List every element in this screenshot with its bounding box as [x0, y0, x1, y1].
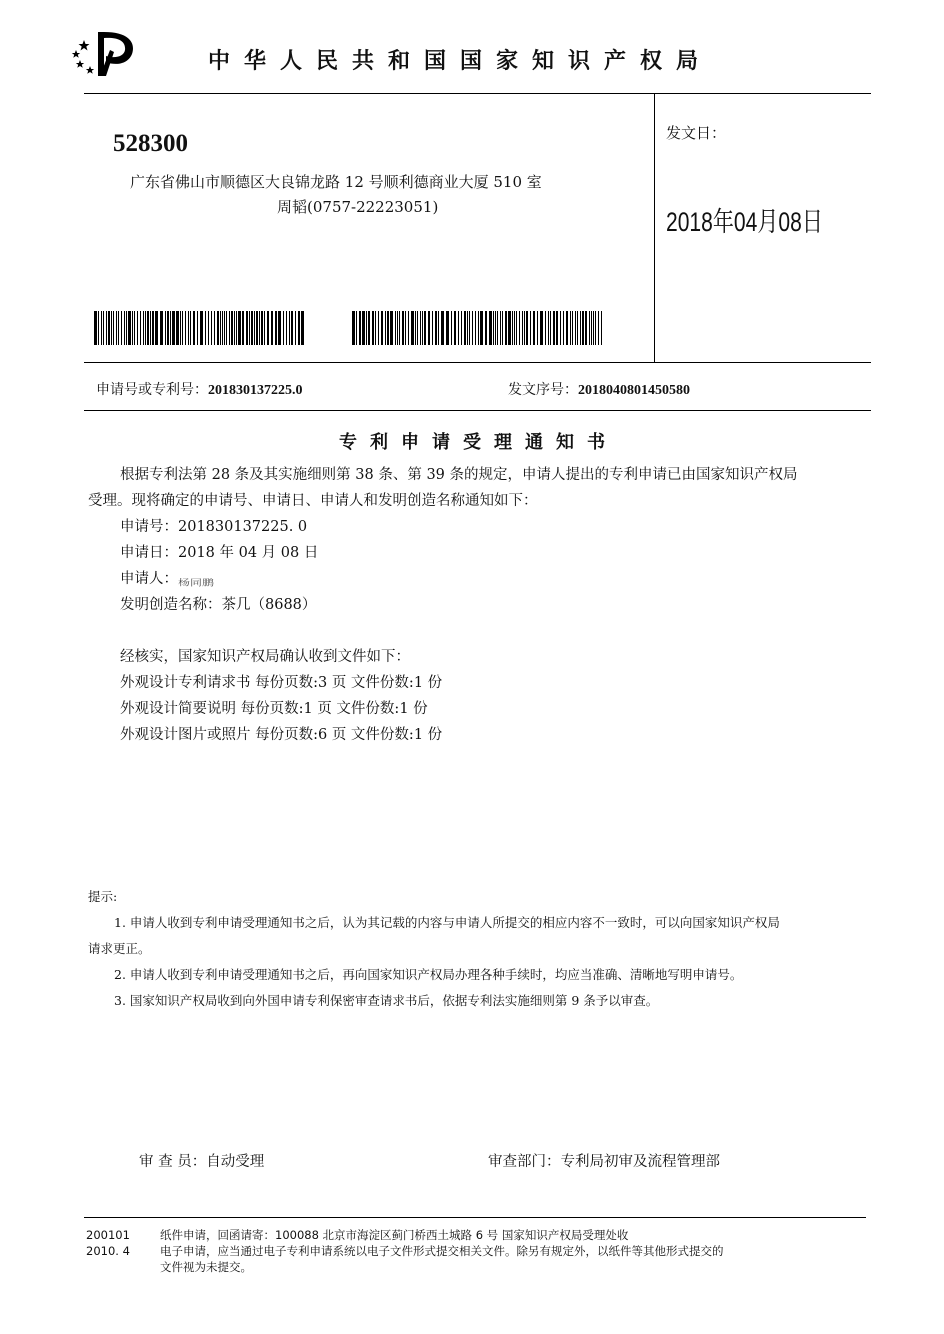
form-version: 2010. 4	[86, 1244, 130, 1258]
barcode-bar	[200, 311, 203, 345]
barcode-bar	[152, 311, 154, 345]
barcode-bar	[278, 311, 281, 345]
electronic-submission-note-cont: 文件视为未提交。	[160, 1260, 252, 1274]
barcode-bar	[424, 311, 426, 345]
barcode-bar	[387, 311, 389, 345]
barcode-bar	[548, 311, 549, 345]
cnipa-logo-icon	[70, 28, 142, 80]
barcode-bar	[577, 311, 578, 345]
barcode-bar	[438, 311, 439, 345]
barcode-bar	[160, 311, 163, 345]
barcode-bar	[366, 311, 367, 345]
barcode-bar	[234, 311, 235, 345]
barcode-bar	[359, 311, 361, 345]
barcode-bar	[428, 311, 430, 345]
barcode-bar	[508, 311, 511, 345]
barcode-bar	[254, 311, 255, 345]
barcode-bar	[111, 311, 112, 345]
barcode-bar	[408, 311, 409, 345]
postcode: 528300	[113, 130, 188, 157]
barcode-bar	[489, 311, 492, 345]
barcode-bar	[256, 311, 258, 345]
department	[488, 1150, 720, 1171]
barcode-bar	[170, 311, 171, 345]
barcode-bar	[150, 311, 151, 345]
barcode-bar	[519, 311, 520, 345]
barcode-bar	[352, 311, 355, 345]
barcode-bar	[435, 311, 437, 345]
barcode-bar	[113, 311, 114, 345]
barcode-bar	[103, 311, 104, 345]
barcode-bar	[236, 311, 237, 345]
barcode-bar	[140, 311, 141, 345]
application-number: 201830137225.0	[208, 383, 303, 398]
barcode-bar	[291, 311, 293, 345]
barcode-bar	[224, 311, 225, 345]
barcode-bar	[132, 311, 133, 345]
barcode-bar	[570, 311, 571, 345]
intro-line-2: 受理。现将确定的申请号、申请日、申请人和发明创造名称通知如下：	[88, 493, 538, 509]
barcode-bar	[598, 311, 599, 345]
barcode-bar	[128, 311, 131, 345]
application-number-label: 申请号或专利号：	[96, 382, 208, 398]
barcode-bar	[124, 311, 125, 345]
barcode-bar	[395, 311, 396, 345]
barcode-bar	[505, 311, 507, 345]
department-value: 专利局初审及流程管理部	[560, 1154, 720, 1170]
serial-number: 2018040801450580	[578, 383, 690, 398]
barcode-bar	[94, 311, 97, 345]
examiner-label: 审 查 员：	[139, 1154, 207, 1170]
notice-body	[88, 462, 872, 748]
paper-submission-note: 纸件申请，回函请寄：100088 北京市海淀区蓟门桥西土城路 6 号 国家知识产权局受理处收	[160, 1228, 629, 1242]
barcode-bar	[222, 311, 223, 345]
barcode-bar	[271, 311, 273, 345]
barcode-bar	[461, 311, 462, 345]
barcode-bar	[98, 311, 99, 345]
barcode-bar	[540, 311, 543, 345]
barcode-bar	[550, 311, 551, 345]
barcode-bar	[121, 311, 122, 345]
barcode-bar	[275, 311, 277, 345]
serial-number-row	[508, 379, 690, 399]
barcode-bar	[231, 311, 233, 345]
footer	[86, 1227, 876, 1275]
office-name: 中华人民共和国国家知识产权局	[208, 49, 713, 74]
barcode-bar	[432, 311, 433, 345]
barcode-bar	[145, 311, 146, 345]
barcode-bar	[249, 311, 250, 345]
barcode-bar	[420, 311, 421, 345]
barcode-bar	[283, 311, 284, 345]
barcode-bar	[242, 311, 244, 345]
barcode-bar	[502, 311, 503, 345]
barcode-bar	[556, 311, 558, 345]
contact-person: 周韬(0757-22223051)	[277, 198, 439, 216]
barcode-bar	[441, 311, 444, 345]
barcode-bar	[524, 311, 525, 345]
barcode-bar	[301, 311, 304, 345]
barcode-right	[352, 311, 606, 345]
barcode-bar	[368, 311, 370, 345]
application-number-row	[96, 379, 303, 399]
field-application-number: 申请号：201830137225. 0	[120, 519, 308, 535]
barcode-bar	[485, 311, 487, 345]
barcode-bar	[472, 311, 473, 345]
barcode-bar	[454, 311, 456, 345]
intro-line-1: 根据专利法第 28 条及其实施细则第 38 条、第 39 条的规定，申请人提出的专利申请已由国家知识产权局	[120, 467, 798, 483]
notice-title: 专利申请受理通知书	[339, 432, 618, 453]
barcode-bar	[500, 311, 501, 345]
barcode-bar	[582, 311, 584, 345]
barcode-bar	[362, 311, 365, 345]
barcode-bar	[108, 311, 110, 345]
form-code: 200101	[86, 1228, 130, 1242]
barcode-bar	[116, 311, 117, 345]
barcode-bar	[595, 311, 596, 345]
barcode-bar	[402, 311, 404, 345]
barcode-bar	[211, 311, 212, 345]
address-rule	[84, 362, 871, 363]
barcode-bar	[545, 311, 546, 345]
barcode-bar	[397, 311, 398, 345]
barcode-bar	[411, 311, 414, 345]
field-design-name: 发明创造名称：茶几（8688）	[120, 597, 317, 613]
barcode-bar	[101, 311, 102, 345]
issue-date-stamp: 2018年04月08日	[666, 207, 823, 237]
barcode-bar	[190, 311, 191, 345]
barcode-bar	[422, 311, 423, 345]
barcode-bar	[220, 311, 221, 345]
barcode-bar	[217, 311, 219, 345]
examiner-value: 自动受理	[206, 1154, 265, 1170]
barcode-bar	[575, 311, 576, 345]
barcode-bar	[298, 311, 300, 345]
barcode-bar	[526, 311, 528, 345]
barcode-bar	[478, 311, 479, 345]
barcode-bar	[286, 311, 287, 345]
barcode-bar	[566, 311, 568, 345]
barcode-bar	[226, 311, 227, 345]
barcode-bar	[601, 311, 602, 345]
barcode-bar	[446, 311, 449, 345]
tip-2: 2. 申请人收到专利申请受理通知书之后，再向国家知识产权局办理各种手续时，均应当准确、清晰地写明申请号。	[114, 967, 743, 982]
barcode-bar	[261, 311, 263, 345]
footer-rule	[84, 1217, 866, 1218]
electronic-submission-note: 电子申请，应当通过电子专利申请系统以电子文件形式提交相关文件。除另有规定外，以纸件等其他形式提交的	[160, 1244, 724, 1258]
barcode-left	[94, 311, 306, 345]
barcode-bar	[464, 311, 466, 345]
barcode-bar	[172, 311, 175, 345]
barcode-bar	[143, 311, 144, 345]
barcode-bar	[405, 311, 406, 345]
tip-1-line-2: 请求更正。	[88, 941, 151, 956]
barcode-bar	[126, 311, 127, 345]
field-application-date: 申请日：2018 年 04 月 08 日	[120, 545, 319, 561]
barcode-bar	[417, 311, 418, 345]
barcode-bar	[537, 311, 538, 345]
barcode-bar	[118, 311, 119, 345]
tip-1-line-1: 1. 申请人收到专利申请受理通知书之后，认为其记载的内容与申请人所提交的相应内容不一致时，可以向国家知识产权局	[114, 915, 780, 930]
barcode-bar	[289, 311, 290, 345]
barcode-bar	[493, 311, 494, 345]
barcode-bar	[585, 311, 587, 345]
barcode-bar	[165, 311, 166, 345]
barcode-bar	[469, 311, 470, 345]
barcode-bar	[580, 311, 581, 345]
barcode-bar	[134, 311, 135, 345]
barcode-bar	[185, 311, 186, 345]
barcode-bar	[591, 311, 592, 345]
barcode-bar	[246, 311, 248, 345]
barcode-bar	[533, 311, 535, 345]
header-rule	[84, 93, 871, 94]
barcode-bar	[451, 311, 452, 345]
applicant-name: 杨同鹏	[178, 578, 215, 588]
barcode-bar	[167, 311, 169, 345]
barcode-bar	[197, 311, 198, 345]
barcode-bar	[188, 311, 189, 345]
barcode-bar	[530, 311, 531, 345]
barcode-bar	[251, 311, 253, 345]
tips-heading: 提示:	[88, 889, 118, 904]
received-document: 外观设计简要说明 每份页数:1 页 文件份数:1 份	[120, 701, 428, 717]
mailing-address: 广东省佛山市顺德区大良锦龙路 12 号顺利德商业大厦 510 室	[130, 173, 542, 191]
barcode-bar	[356, 311, 357, 345]
barcode-bar	[381, 311, 383, 345]
examiner	[139, 1150, 264, 1171]
barcode-bar	[229, 311, 230, 345]
barcode-bar	[176, 311, 179, 345]
field-applicant: 申请人：杨同鹏	[88, 566, 872, 592]
barcode-bar	[137, 311, 138, 345]
barcode-bar	[238, 311, 241, 345]
tip-3: 3. 国家知识产权局收到向外国申请专利保密审查请求书后，依据专利法实施细则第 9 条予以审查。	[114, 993, 659, 1008]
tips-section	[88, 884, 874, 1014]
issue-date-label: 发文日：	[666, 124, 727, 142]
barcode-bar	[593, 311, 594, 345]
barcode-bar	[589, 311, 590, 345]
barcode-bar	[572, 311, 573, 345]
barcode-bar	[399, 311, 400, 345]
barcode-bar	[553, 311, 555, 345]
barcode-bar	[458, 311, 459, 345]
date-box-divider	[654, 93, 655, 362]
barcode-bar	[516, 311, 517, 345]
barcode-bar	[390, 311, 393, 345]
serial-number-label: 发文序号：	[508, 382, 578, 398]
received-document: 外观设计图片或照片 每份页数:6 页 文件份数:1 份	[120, 727, 443, 743]
barcode-bar	[480, 311, 483, 345]
barcode-bar	[415, 311, 416, 345]
department-label: 审查部门：	[488, 1154, 561, 1170]
barcode-bar	[475, 311, 476, 345]
barcode-bar	[560, 311, 561, 345]
barcode-bar	[514, 311, 515, 345]
barcode-bar	[295, 311, 296, 345]
barcode-bar	[205, 311, 206, 345]
barcode-bar	[264, 311, 265, 345]
barcode-bar	[497, 311, 498, 345]
barcode-bar	[512, 311, 513, 345]
barcode-bar	[106, 311, 107, 345]
barcode-bar	[214, 311, 215, 345]
barcode-bar	[375, 311, 376, 345]
barcode-bar	[467, 311, 468, 345]
meta-rule	[84, 410, 871, 411]
barcode-bar	[155, 311, 158, 345]
barcode-bar	[385, 311, 386, 345]
barcode-bar	[563, 311, 564, 345]
barcode-bar	[147, 311, 149, 345]
barcode-bar	[372, 311, 374, 345]
barcode-bar	[378, 311, 379, 345]
barcode-bar	[267, 311, 269, 345]
barcode-bar	[495, 311, 496, 345]
barcode-bar	[180, 311, 181, 345]
barcode-bar	[193, 311, 195, 345]
received-document: 外观设计专利请求书 每份页数:3 页 文件份数:1 份	[120, 675, 443, 691]
confirm-intro: 经核实，国家知识产权局确认收到文件如下：	[120, 649, 410, 665]
barcode-bar	[259, 311, 260, 345]
barcode-bar	[182, 311, 183, 345]
barcode-bar	[522, 311, 523, 345]
barcode-bar	[208, 311, 209, 345]
